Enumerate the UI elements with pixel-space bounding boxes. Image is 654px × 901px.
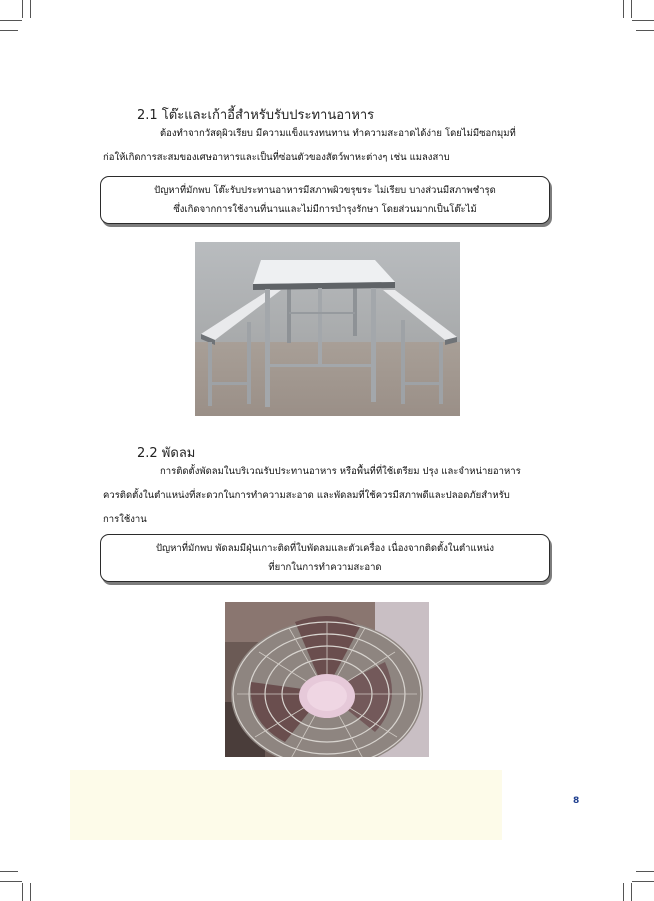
crop-mark xyxy=(22,0,23,18)
crop-mark xyxy=(0,871,18,872)
callout-line: ปัญหาที่มักพบ พัดลมมีฝุ่นเกาะติดที่ใบพัดลมและตัวเครื่อง เนื่องจากติดตั้งในตำแหน่ง xyxy=(155,543,495,554)
crop-mark xyxy=(30,883,31,901)
crop-mark xyxy=(0,20,22,21)
footer-band xyxy=(70,770,502,840)
paragraph-line: การใช้งาน xyxy=(103,514,147,525)
paragraph-line: ต้องทำจากวัสดุผิวเรียบ มีความแข็งแรงทนทาน ทำความสะอาดได้ง่าย โดยไม่มีซอกมุมที่ xyxy=(160,128,516,139)
callout-line: ปัญหาที่มักพบ โต๊ะรับประทานอาหารมีสภาพผิวขรุขระ ไม่เรียบ บางส่วนมีสภาพชำรุด xyxy=(154,185,496,196)
crop-mark xyxy=(632,881,654,882)
section-heading-tables: 2.1 โต๊ะและเก้าอี้สำหรับรับประทานอาหาร xyxy=(137,108,375,123)
callout-line: ที่ยากในการทำความสะอาด xyxy=(268,562,382,573)
problem-callout-fans xyxy=(100,534,550,582)
page-number: 8 xyxy=(573,796,580,806)
callout-line: ซึ่งเกิดจากการใช้งานที่นานและไม่มีการบำรุงรักษา โดยส่วนมากเป็นโต๊ะไม้ xyxy=(173,204,477,215)
crop-mark xyxy=(0,30,18,31)
crop-mark xyxy=(30,0,31,18)
section-paragraph-fans xyxy=(103,460,555,532)
crop-mark xyxy=(636,30,654,31)
paragraph-line: ก่อให้เกิดการสะสมของเศษอาหารและเป็นที่ซ่อนตัวของสัตว์พาหะต่างๆ เช่น แมลงสาบ xyxy=(103,152,450,163)
crop-mark xyxy=(22,883,23,901)
problem-callout-tables xyxy=(100,176,550,224)
crop-mark xyxy=(632,20,654,21)
crop-mark xyxy=(631,0,632,18)
crop-mark xyxy=(631,883,632,901)
crop-mark xyxy=(623,883,624,901)
paragraph-line: ควรติดตั้งในตำแหน่งที่สะดวกในการทำความสะอาด และพัดลมที่ใช้ควรมีสภาพดีและปลอดภัยสำหรับ xyxy=(103,490,510,501)
crop-mark xyxy=(623,0,624,18)
paragraph-line: การติดตั้งพัดลมในบริเวณรับประทานอาหาร หรือพื้นที่ที่ใช้เตรียม ปรุง และจำหน่ายอาหาร xyxy=(160,466,521,477)
section-heading-fans: 2.2 พัดลม xyxy=(137,446,196,461)
crop-mark xyxy=(0,881,22,882)
crop-mark xyxy=(636,871,654,872)
dusty-fan-photo xyxy=(225,602,429,757)
dining-table-photo xyxy=(195,242,460,416)
section-paragraph-tables xyxy=(103,122,555,170)
